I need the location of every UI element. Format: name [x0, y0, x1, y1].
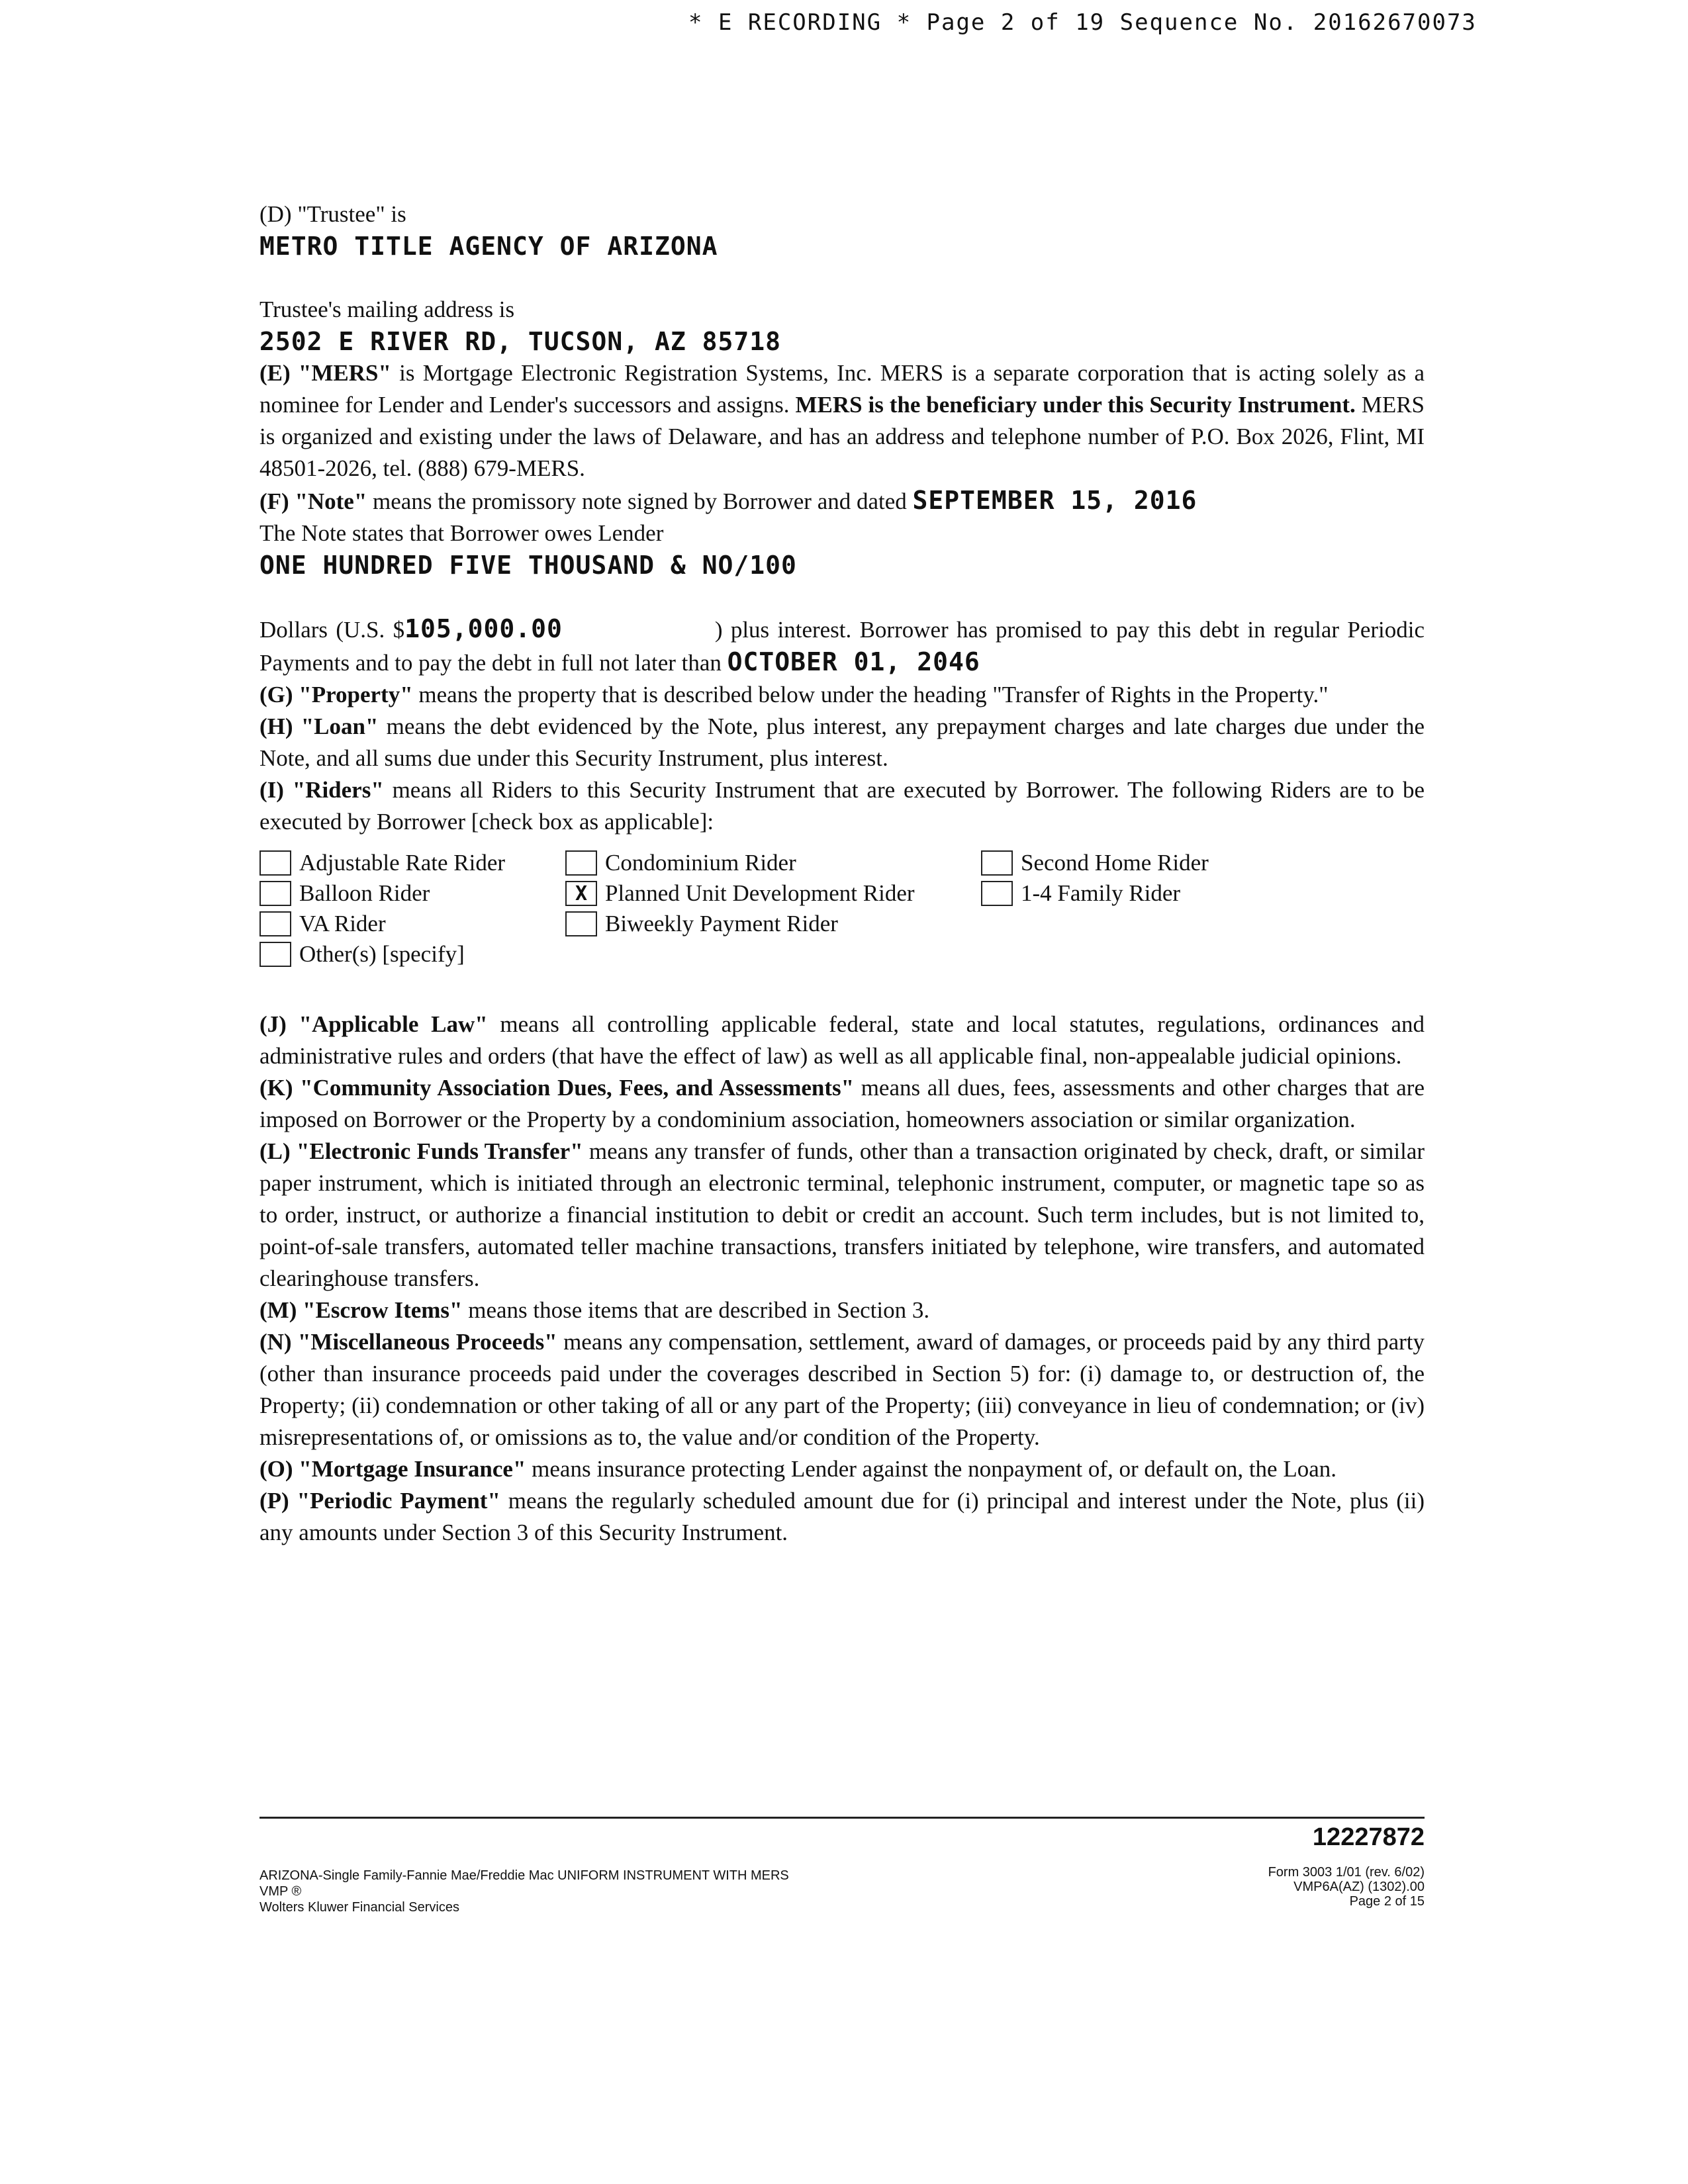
rider-planned-unit-development: X Planned Unit Development Rider: [565, 880, 915, 907]
checkbox[interactable]: [981, 850, 1013, 876]
riders-definition: (I) "Riders" means all Riders to this Security Instrument that are executed by Borrower. The following Riders are to be executed by Borrower [check box as applicable]:: [259, 777, 1425, 835]
rider-adjustable-rate: Adjustable Rate Rider: [259, 850, 505, 876]
note-amount: 105,000.00: [404, 614, 563, 643]
footer-form-number: Form 3003 1/01 (rev. 6/02) VMP6A(AZ) (1302).00 Page 2 of 15: [1268, 1865, 1425, 1909]
recording-header: * E RECORDING * Page 2 of 19 Sequence No. 20162670073: [688, 9, 1477, 36]
periodic-payment-definition: (P) "Periodic Payment" means the regularly scheduled amount due for (i) principal and interest under the Note, plus (ii) any amounts under Section 3 of this Security Instrument.: [259, 1488, 1425, 1545]
rider-balloon: Balloon Rider: [259, 880, 430, 907]
checkbox[interactable]: [259, 850, 291, 876]
community-dues-definition: (K) "Community Association Dues, Fees, and Assessments" means all dues, fees, assessments and other charges that are imposed on Borrower or the Property by a condominium association, homeowners association or similar organization.: [259, 1075, 1425, 1132]
page-number: Page 2 of 15: [1349, 1894, 1425, 1909]
checkbox[interactable]: [259, 911, 291, 936]
rider-va: VA Rider: [259, 911, 386, 937]
applicable-law-definition: (J) "Applicable Law" means all controlling applicable federal, state and local statutes, regulations, ordinances and administrative rules and orders (that have the effect of law) as well as all applicable final, non-appealable judicial opinions.: [259, 1011, 1425, 1069]
checkbox[interactable]: [565, 850, 597, 876]
trustee-mailing-label: Trustee's mailing address is: [259, 296, 515, 322]
misc-proceeds-definition: (N) "Miscellaneous Proceeds" means any compensation, settlement, award of damages, or proceeds paid by any third party (other than insurance proceeds paid under the coverages described in Section 5) for: (i) damage to, or destruction of, the Property; (ii) condemnation or other taking of all or any part of the Property; (iii) conveyance in lieu of condemnation; or (iv) misrepresentations of, or omissions as to, the value and/or condition of the Property.: [259, 1329, 1425, 1450]
footer-divider: [259, 1817, 1425, 1819]
loan-definition: (H) "Loan" means the debt evidenced by the Note, plus interest, any prepayment charges and late charges due under the Note, and all sums due under this Security Instrument, plus interest.: [259, 713, 1425, 771]
maturity-date: OCTOBER 01, 2046: [727, 647, 980, 676]
rider-second-home: Second Home Rider: [981, 850, 1209, 876]
loan-number: 12227872: [1312, 1823, 1425, 1851]
riders-checklist: [259, 850, 1425, 967]
mers-definition: (E) "MERS" is Mortgage Electronic Registration Systems, Inc. MERS is a separate corporation that is acting solely as a nominee for Lender and Lender's successors and assigns. MERS is the beneficiary under this Security Instrument. MERS is organized and existing under the laws of Delaware, and has an address and telephone number of P.O. Box 2026, Flint, MI 48501-2026, tel. (888) 679-MERS.: [259, 360, 1425, 481]
note-owes-line: The Note states that Borrower owes Lender: [259, 520, 664, 546]
checkbox[interactable]: [259, 942, 291, 967]
eft-definition: (L) "Electronic Funds Transfer" means any transfer of funds, other than a transaction originated by check, draft, or similar paper instrument, which is initiated through an electronic terminal, telephonic instrument, computer, or magnetic tape so as to order, instruct, or authorize a financial institution to debit or credit an account. Such term includes, but is not limited to, point-of-sale transfers, automated teller machine transactions, transfers initiated by telephone, wire transfers, and automated clearinghouse transfers.: [259, 1138, 1425, 1291]
rider-1-4-family: 1-4 Family Rider: [981, 880, 1180, 907]
mortgage-insurance-definition: (O) "Mortgage Insurance" means insurance protecting Lender against the nonpayment of, or default on, the Loan.: [259, 1456, 1336, 1482]
note-definition: (F) "Note" means the promissory note signed by Borrower and dated SEPTEMBER 15, 2016: [259, 486, 1197, 515]
document-body: [259, 199, 1425, 1549]
rider-condominium: Condominium Rider: [565, 850, 796, 876]
note-amount-words: ONE HUNDRED FIVE THOUSAND & NO/100: [259, 551, 797, 580]
footer-form-info: ARIZONA-Single Family-Fannie Mae/Freddie Mac UNIFORM INSTRUMENT WITH MERS VMP ® Wolters Kluwer Financial Services: [259, 1868, 789, 1915]
checkbox[interactable]: [565, 911, 597, 936]
trustee-label: (D) "Trustee" is: [259, 201, 406, 227]
note-date: SEPTEMBER 15, 2016: [912, 486, 1197, 515]
checkbox[interactable]: [259, 881, 291, 906]
checkbox[interactable]: [981, 881, 1013, 906]
trustee-name: METRO TITLE AGENCY OF ARIZONA: [259, 232, 718, 261]
note-amount-line: Dollars (U.S. $105,000.00 ) plus interest. Borrower has promised to pay this debt in regular Periodic Payments and to pay the debt in full not later than OCTOBER 01, 2046: [259, 614, 1425, 676]
property-definition: (G) "Property" means the property that is described below under the heading "Transfer of Rights in the Property.": [259, 682, 1329, 707]
escrow-items-definition: (M) "Escrow Items" means those items that are described in Section 3.: [259, 1297, 930, 1323]
trustee-address: 2502 E RIVER RD, TUCSON, AZ 85718: [259, 327, 781, 356]
rider-biweekly-payment: Biweekly Payment Rider: [565, 911, 838, 937]
rider-other: Other(s) [specify]: [259, 941, 465, 968]
checkbox[interactable]: X: [565, 881, 597, 906]
